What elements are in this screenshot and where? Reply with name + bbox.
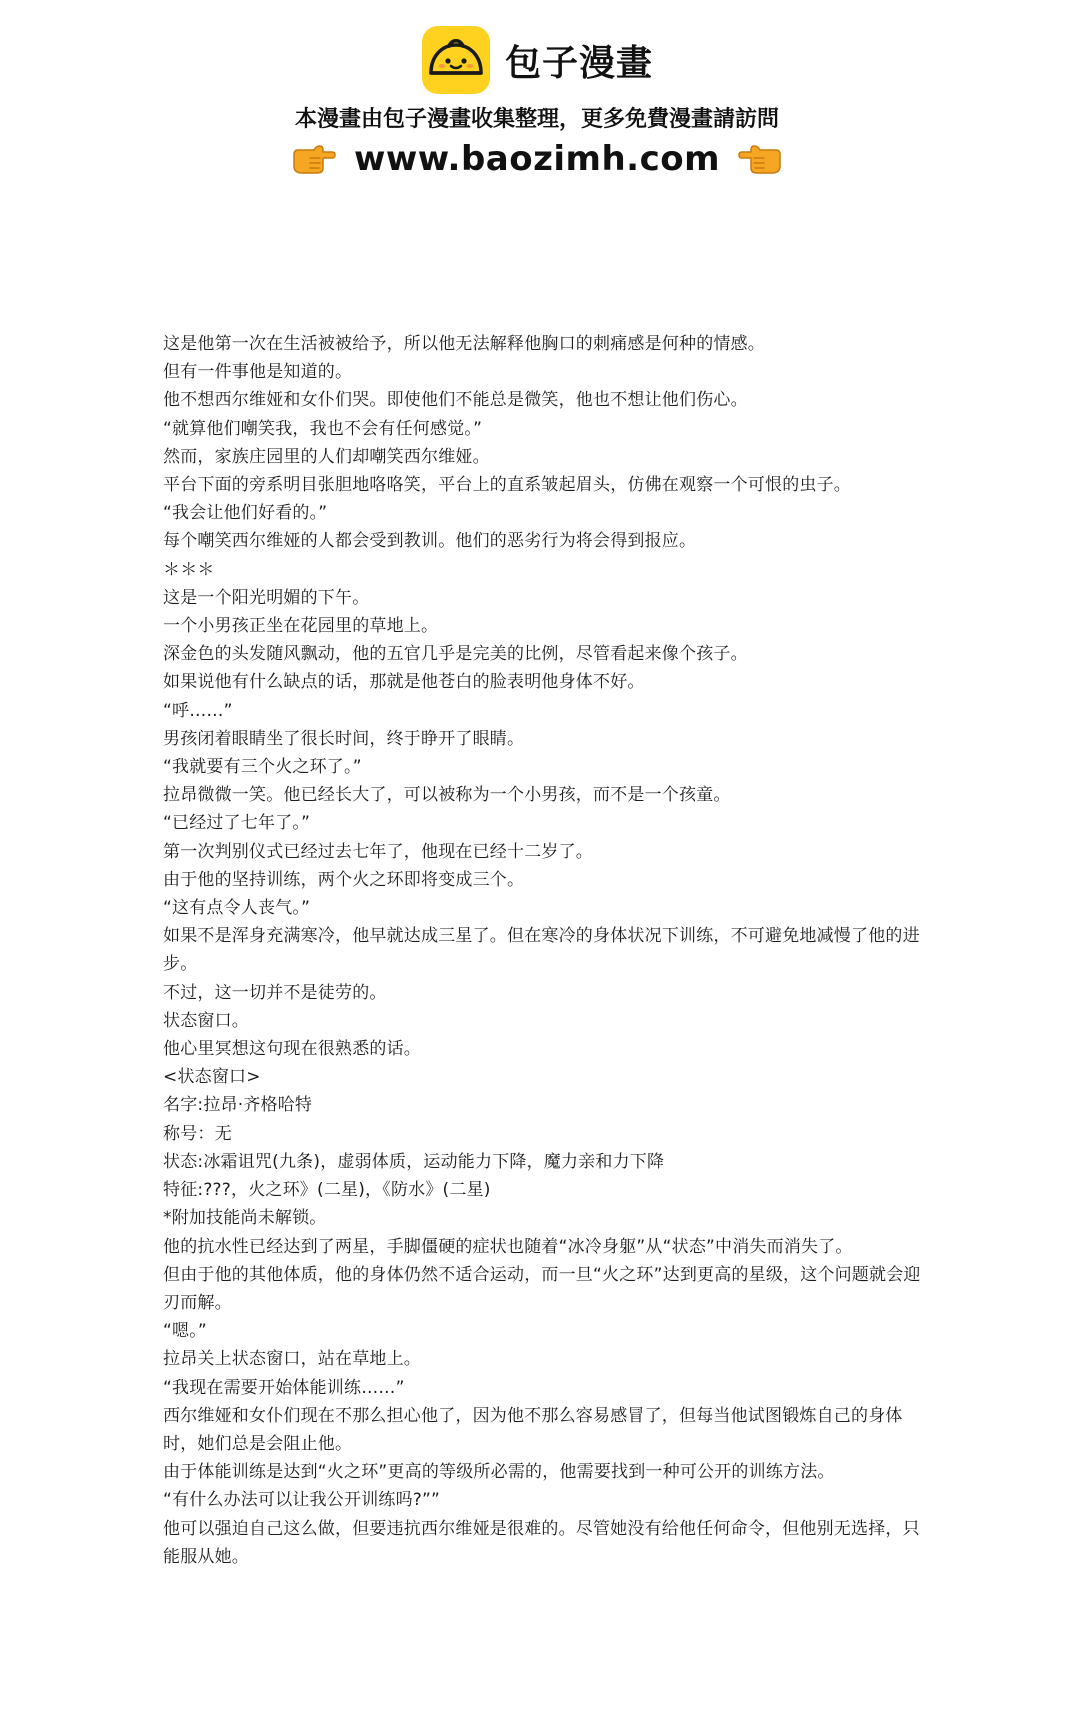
paragraph: 第一次判别仪式已经过去七年了，他现在已经十二岁了。 xyxy=(163,841,593,862)
paragraph: 拉昂关上状态窗口，站在草地上。 xyxy=(163,1349,421,1370)
url-row xyxy=(0,136,1074,182)
status-skills-note: *附加技能尚未解锁。 xyxy=(163,1208,327,1229)
paragraph: 这是他第一次在生活被被给予，所以他无法解释他胸口的刺痛感是何种的情感。 xyxy=(163,334,765,354)
paragraph: 一个小男孩正坐在花园里的草地上。 xyxy=(163,616,439,637)
paragraph: 他的抗水性已经达到了两星，手脚僵硬的症状也随着“冰冷身躯”从“状态”中消失而消失了。 xyxy=(163,1236,853,1257)
status-window-title: <状态窗口> xyxy=(163,1067,261,1088)
status-conditions: 状态:冰霜诅咒(九条)，虚弱体质，运动能力下降，魔力亲和力下降 xyxy=(163,1151,665,1172)
paragraph: 他心里冥想这句现在很熟悉的话。 xyxy=(163,1039,421,1060)
paragraph: 不过，这一切并不是徒劳的。 xyxy=(163,982,387,1003)
paragraph: 他不想西尔维娅和女仆们哭。即使他们不能总是微笑，他也不想让他们伤心。 xyxy=(163,390,748,411)
paragraph: 平台下面的旁系明目张胆地咯咯笑，平台上的直系皱起眉头，仿佛在观察一个可恨的虫子。 xyxy=(163,475,851,496)
baozi-bun-icon[interactable] xyxy=(421,25,491,95)
paragraph: 由于体能训练是达到“火之环”更高的等级所必需的，他需要找到一种可公开的训练方法。 xyxy=(163,1462,835,1483)
brand-row[interactable] xyxy=(0,24,1074,96)
paragraph: 如果不是浑身充满寒冷，他早就达成三星了。但在寒冷的身体状况下训练，不可避免地减慢了他的进步。 xyxy=(163,926,920,975)
scene-break: ＊＊＊ xyxy=(163,559,215,580)
site-url-link[interactable]: www.baozimh.com xyxy=(353,139,721,179)
paragraph: 他可以强迫自己这么做，但要违抗西尔维娅是很难的。尽管她没有给他任何命令，但他别无选择，只能服从她。 xyxy=(163,1518,920,1567)
paragraph: 西尔维娅和女仆们现在不那么担心他了，因为他不那么容易感冒了，但每当他试图锻炼自己的身体时，她们总是会阻止他。 xyxy=(163,1405,903,1454)
chapter-text xyxy=(163,330,923,1571)
paragraph: “我现在需要开始体能训练……” xyxy=(163,1377,405,1398)
paragraph: 每个嘲笑西尔维娅的人都会受到教训。他们的恶劣行为将会得到报应。 xyxy=(163,531,697,552)
paragraph: “呼……” xyxy=(163,700,233,721)
paragraph: 拉昂微微一笑。他已经长大了，可以被称为一个小男孩，而不是一个孩童。 xyxy=(163,785,731,806)
paragraph: “已经过了七年了。” xyxy=(163,813,311,834)
paragraph: “有什么办法可以让我公开训练吗?”” xyxy=(163,1490,441,1511)
site-tagline: 本漫畫由包子漫畫收集整理，更多免費漫畫請訪問 xyxy=(294,107,779,132)
status-title: 称号：无 xyxy=(163,1123,232,1144)
paragraph: 但有一件事他是知道的。 xyxy=(163,362,353,383)
paragraph: “就算他们嘲笑我，我也不会有任何感觉。” xyxy=(163,418,483,439)
paragraph: 男孩闭着眼睛坐了很长时间，终于睁开了眼睛。 xyxy=(163,728,525,749)
paragraph: 状态窗口。 xyxy=(163,1010,249,1031)
brand-name[interactable]: 包子漫畫 xyxy=(504,42,653,84)
paragraph: “我就要有三个火之环了。” xyxy=(163,757,362,778)
paragraph: 这是一个阳光明媚的下午。 xyxy=(163,587,370,608)
paragraph: 但由于他的其他体质，他的身体仍然不适合运动，而一旦“火之环”达到更高的星级，这个问题就会迎刃而解。 xyxy=(163,1264,921,1313)
paragraph: 由于他的坚持训练，两个火之环即将变成三个。 xyxy=(163,869,525,890)
site-header xyxy=(0,18,1074,178)
paragraph: “嗯。” xyxy=(163,1321,207,1342)
paragraph: 如果说他有什么缺点的话，那就是他苍白的脸表明他身体不好。 xyxy=(163,672,645,693)
paragraph: 然而，家族庄园里的人们却嘲笑西尔维娅。 xyxy=(163,446,490,467)
pointing-left-hand-icon xyxy=(738,142,784,176)
status-name: 名字:拉昂·齐格哈特 xyxy=(163,1095,313,1116)
pointing-right-hand-icon xyxy=(290,142,336,176)
paragraph: “我会让他们好看的。” xyxy=(163,503,328,524)
paragraph: 深金色的头发随风飘动，他的五官几乎是完美的比例，尽管看起来像个孩子。 xyxy=(163,644,748,665)
paragraph: “这有点令人丧气。” xyxy=(163,898,311,919)
status-traits: 特征:???，火之环》(二星)，《防水》(二星) xyxy=(163,1180,491,1201)
